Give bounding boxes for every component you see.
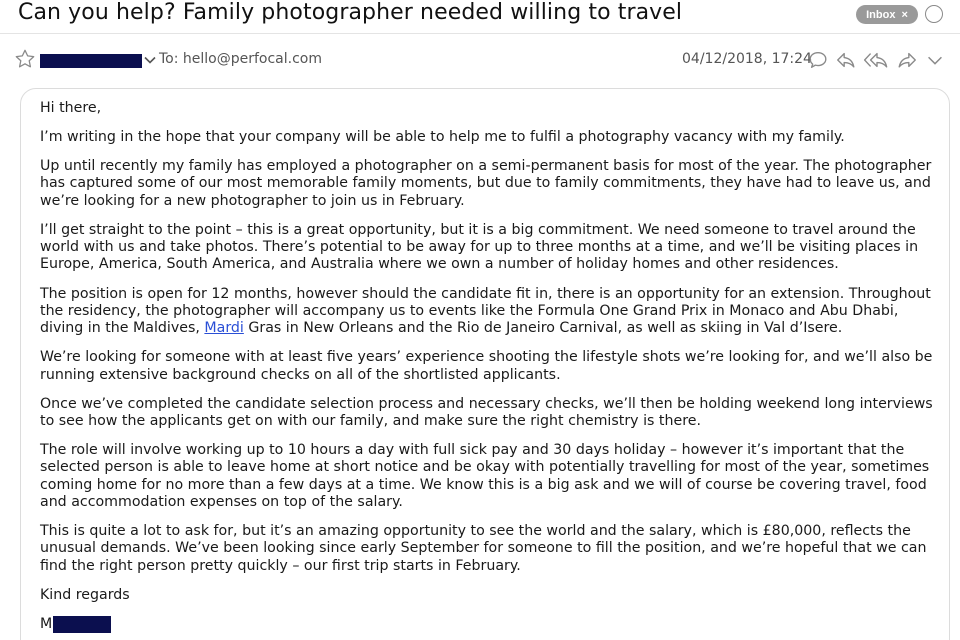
reply-icon[interactable] [835, 49, 857, 71]
body-paragraph: I’m writing in the hope that your company will be able to help me to fulfil a photography vacancy with my family. [40, 129, 845, 146]
badge-close-icon[interactable]: × [901, 8, 908, 21]
body-paragraph [40, 286, 940, 338]
chevron-down-icon[interactable] [143, 53, 157, 67]
body-paragraph: Once we’ve completed the candidate selection process and necessary checks, we’ll then be holding weekend long interviews to see how the applicants get on with our family, and make sure the right chemistry is there. [40, 395, 933, 429]
message-body [40, 100, 940, 640]
paragraph-text: The position is open for 12 months, however should the candidate fit in, there is an opportunity for an extension. Throughout the residency, the photographer will accompany us to events like the Formula One Grand Prix in Monaco and Abu Dhabi, diving in the Maldives, [40, 285, 931, 337]
star-icon[interactable] [14, 48, 36, 70]
mardi-link[interactable]: Mardi [204, 320, 244, 337]
signature-initial: M [40, 615, 53, 632]
speech-bubble-icon[interactable] [807, 49, 829, 71]
signature [40, 616, 111, 633]
message-header [0, 46, 960, 74]
mark-read-toggle[interactable] [925, 5, 943, 23]
reply-all-icon[interactable] [863, 49, 891, 71]
body-paragraph: The role will involve working up to 10 hours a day with full sick pay and 30 days holiday – however it’s important that the selected person is able to leave home at short notice and be okay with potentially travelling for most of the year, sometimes coming home for no more than a few days at a time. We know this is a big ask and we will of course be covering travel, food and accommodation expenses on top of the salary. [40, 442, 930, 510]
signature-redacted [53, 616, 111, 633]
message-date: 04/12/2018, 17:24 [682, 51, 812, 67]
inbox-label-badge[interactable] [856, 5, 918, 24]
subject-bar [0, 0, 960, 34]
more-chevron-down-icon[interactable] [924, 49, 946, 71]
paragraph-text: Gras in New Orleans and the Rio de Janeiro Carnival, as well as skiing in Val d’Isere. [243, 320, 843, 337]
forward-icon[interactable] [896, 49, 918, 71]
body-paragraph: Up until recently my family has employed a photographer on a semi-permanent basis for most of the year. The photographer has captured some of our most memorable family moments, but due to family commitments, they have had to leave us, and we’re looking for a new photographer to join us in February. [40, 158, 932, 209]
signoff: Kind regards [40, 586, 130, 603]
email-subject: Can you help? Family photographer needed willing to travel [18, 0, 683, 25]
body-paragraph: I’ll get straight to the point – this is a great opportunity, but it is a big commitment. We need someone to travel around the world with us and take photos. There’s potential to be away for up to three months at a time, and we’ll be visiting places in Europe, America, South America, and Australia where we own a number of holiday homes and other residences. [40, 221, 919, 273]
sender-name-redacted[interactable] [40, 54, 142, 68]
greeting: Hi there, [40, 100, 102, 116]
body-paragraph: We’re looking for someone with at least five years’ experience shooting the lifestyle shots we’re looking for, and we’ll also be running extensive background checks on all of the shortlisted applicants. [40, 349, 933, 383]
recipient-line: To: hello@perfocal.com [159, 51, 323, 67]
badge-label: Inbox [866, 8, 896, 21]
body-paragraph: This is quite a lot to ask for, but it’s an amazing opportunity to see the world and the salary, which is £80,000, reflects the unusual demands. We’ve been looking since early September for someone to fill the position, and we’re hopeful that we can find the right person pretty quickly – our first trip starts in February. [40, 523, 927, 574]
